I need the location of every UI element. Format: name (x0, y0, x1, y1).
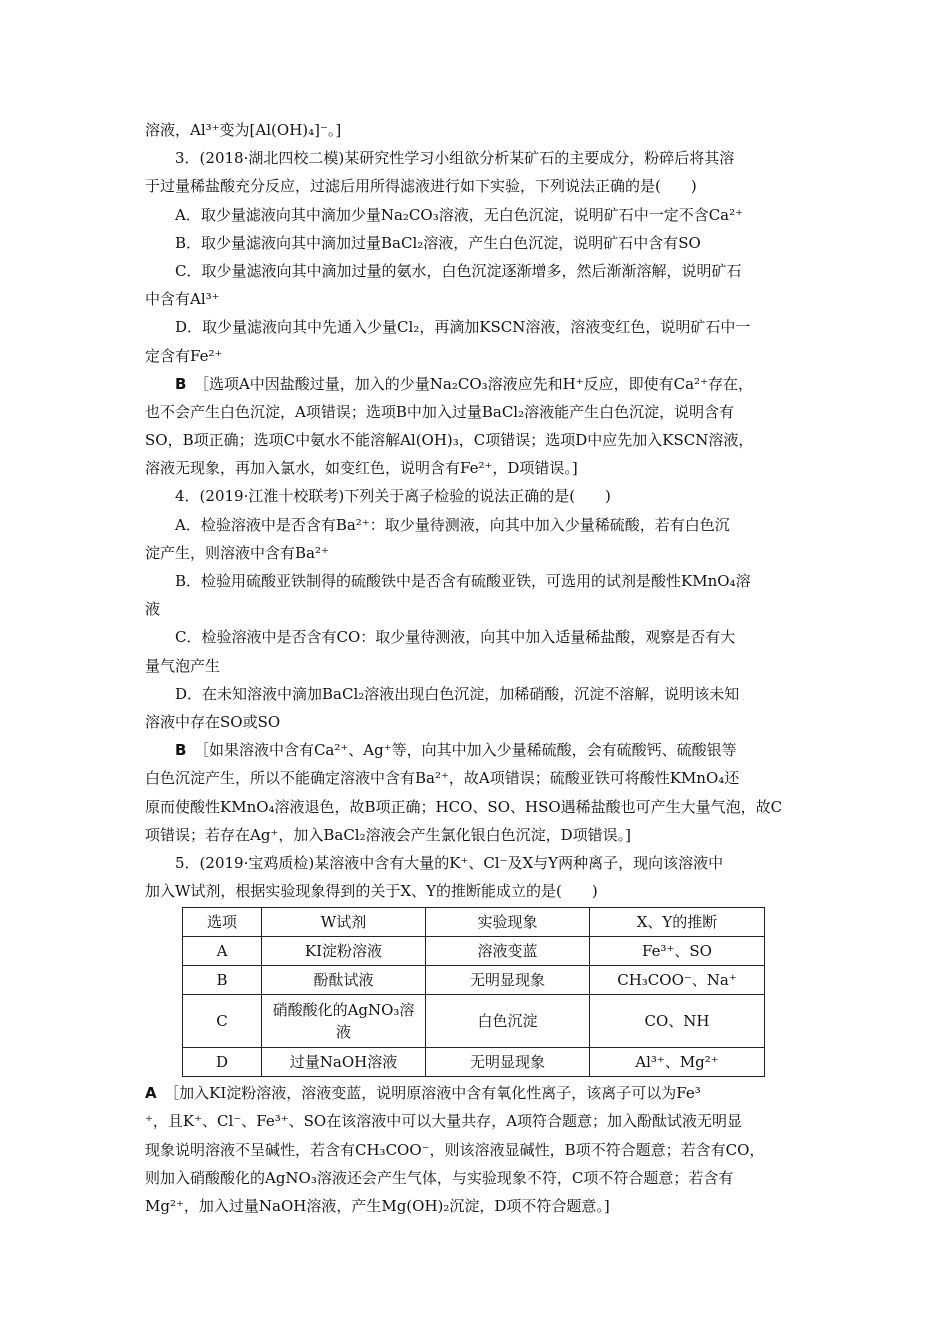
line-text: C．检验溶液中是否含有CO：取少量待测液，向其中加入适量稀盐酸，观察是否有大 (175, 628, 736, 647)
document-page (145, 116, 813, 1220)
line-text: ⁺，且K⁺、Cl⁻、Fe³⁺、SO在该溶液中可以大量共存，A项符合题意；加入酚酞试液无明显 (145, 1112, 743, 1131)
line-text: 也不会产生白色沉淀，A项错误；选项B中加入过量BaCl₂溶液能产生白色沉淀，说明含有 (145, 402, 735, 421)
line-text: 白色沉淀产生，所以不能确定溶液中含有Ba²⁺，故A项错误；硫酸亚铁可将酸性KMnO₄还 (145, 769, 740, 788)
text-line (145, 736, 813, 764)
answer-letter: B (175, 741, 187, 760)
q5-table (182, 907, 765, 1077)
line-text: A．检验溶液中是否含有Ba²⁺：取少量待测液，向其中加入少量稀硫酸，若有白色沉 (175, 515, 730, 534)
line-text: 原而使酸性KMnO₄溶液退色，故B项正确；HCO、SO、HSO遇稀盐酸也可产生大量气泡，故C (145, 797, 783, 816)
line-text: 定含有Fe²⁺ (145, 346, 223, 365)
text-line (145, 285, 813, 313)
table-cell: 硝酸酸化的AgNO₃溶液 (262, 995, 426, 1048)
text-line (145, 201, 813, 229)
table-row (183, 1048, 765, 1077)
text-line (145, 567, 813, 595)
text-line (145, 229, 813, 257)
text-line (145, 652, 813, 680)
text-line (145, 680, 813, 708)
line-text: 溶液中存在SO或SO (145, 712, 281, 731)
table-cell: 酚酞试液 (262, 966, 426, 995)
text-line (145, 877, 813, 905)
table-cell: A (183, 937, 262, 966)
text-line (145, 764, 813, 792)
table-cell: B (183, 966, 262, 995)
table-header-row (183, 908, 765, 937)
line-text: 5．(2019·宝鸡质检)某溶液中含有大量的K⁺、Cl⁻及X与Y两种离子，现向该溶液中 (175, 853, 724, 872)
line-text: Mg²⁺，加入过量NaOH溶液，产生Mg(OH)₂沉淀，D项不符合题意。] (145, 1197, 610, 1215)
line-text: B．检验用硫酸亚铁制得的硫酸铁中是否含有硫酸亚铁，可选用的试剂是酸性KMnO₄溶 (175, 572, 751, 590)
text-line (145, 172, 813, 200)
line-text: 项错误；若存在Ag⁺，加入BaCl₂溶液会产生氯化银白色沉淀，D项错误。] (145, 825, 631, 844)
text-block-bottom (145, 1079, 813, 1220)
text-line (145, 1136, 813, 1164)
header-cell: 实验现象 (426, 908, 590, 937)
table-row (183, 995, 765, 1048)
table-cell: D (183, 1048, 262, 1077)
header-cell: 选项 (183, 908, 262, 937)
table-cell: C (183, 995, 262, 1048)
line-text: 溶液，Al³⁺变为[Al(OH)₄]⁻。] (145, 121, 342, 139)
table-row (183, 966, 765, 995)
line-text: 中含有Al³⁺ (145, 290, 220, 309)
text-line (145, 623, 813, 651)
line-text: A．取少量滤液向其中滴加少量Na₂CO₃溶液，无白色沉淀，说明矿石中一定不含Ca²⁺ (175, 205, 744, 224)
line-text: ［加入KI淀粉溶液，溶液变蓝，说明原溶液中含有氧化性离子，该离子可以为Fe³ (164, 1084, 701, 1103)
text-line (145, 793, 813, 821)
line-text: SO，B项正确；选项C中氨水不能溶解Al(OH)₃，C项错误；选项D中应先加入KSCN溶液， (145, 431, 754, 450)
text-line (145, 1192, 813, 1220)
text-line (145, 511, 813, 539)
header-cell: W试剂 (262, 908, 426, 937)
text-line (145, 1079, 813, 1107)
table-cell: 过量NaOH溶液 (262, 1048, 426, 1077)
line-text: 4．(2019·江淮十校联考)下列关于离子检验的说法正确的是( ) (175, 487, 611, 506)
table-cell: 无明显现象 (426, 966, 590, 995)
answer-letter: A (145, 1084, 157, 1103)
line-text: 则加入硝酸酸化的AgNO₃溶液还会产生气体，与实验现象不符，C项不符合题意；若含有 (145, 1168, 734, 1187)
text-line (145, 482, 813, 510)
table-cell: 无明显现象 (426, 1048, 590, 1077)
line-text: 3．(2018·湖北四校二模)某研究性学习小组欲分析某矿石的主要成分，粉碎后将其溶 (175, 149, 735, 168)
text-line (145, 454, 813, 482)
line-text: 液 (145, 600, 161, 619)
text-line (145, 313, 813, 341)
line-text: 溶液无现象，再加入氯水，如变红色，说明含有Fe²⁺，D项错误。] (145, 459, 578, 478)
line-text: C．取少量滤液向其中滴加过量的氨水，白色沉淀逐渐增多，然后渐渐溶解，说明矿石 (175, 261, 742, 280)
text-line (145, 116, 813, 144)
text-line (145, 1164, 813, 1192)
table-cell: CO、NH (590, 995, 765, 1048)
answer-letter: B (175, 374, 187, 393)
line-text: 量气泡产生 (145, 656, 221, 675)
line-text: D．取少量滤液向其中先通入少量Cl₂，再滴加KSCN溶液，溶液变红色，说明矿石中一 (175, 318, 751, 337)
text-line (145, 398, 813, 426)
text-line (145, 426, 813, 454)
line-text: B．取少量滤液向其中滴加过量BaCl₂溶液，产生白色沉淀，说明矿石中含有SO (175, 233, 701, 252)
text-line (145, 1107, 813, 1135)
text-line (145, 257, 813, 285)
line-text: D．在未知溶液中滴加BaCl₂溶液出现白色沉淀，加稀硝酸，沉淀不溶解，说明该未知 (175, 684, 740, 703)
text-line (145, 849, 813, 877)
header-cell: X、Y的推断 (590, 908, 765, 937)
table-cell: CH₃COO⁻、Na⁺ (590, 966, 765, 995)
table-row (183, 937, 765, 966)
text-line (145, 821, 813, 849)
text-line (145, 708, 813, 736)
text-line (145, 342, 813, 370)
line-text: 加入W试剂，根据实验现象得到的关于X、Y的推断能成立的是( ) (145, 882, 598, 901)
table-cell: Fe³⁺、SO (590, 937, 765, 966)
text-block-top (145, 116, 813, 905)
line-text: 淀产生，则溶液中含有Ba²⁺ (145, 543, 329, 562)
table-cell: 白色沉淀 (426, 995, 590, 1048)
text-line (145, 144, 813, 172)
text-line (145, 539, 813, 567)
line-text: 现象说明溶液不呈碱性，若含有CH₃COO⁻，则该溶液显碱性，B项不符合题意；若含有CO， (145, 1140, 765, 1159)
line-text: 于过量稀盐酸充分反应，过滤后用所得滤液进行如下实验，下列说法正确的是( ) (145, 177, 697, 196)
text-line (145, 595, 813, 623)
line-text: ［如果溶液中含有Ca²⁺、Ag⁺等，向其中加入少量稀硫酸，会有硫酸钙、硫酸银等 (193, 741, 737, 760)
table-cell: Al³⁺、Mg²⁺ (590, 1048, 765, 1077)
line-text: ［选项A中因盐酸过量，加入的少量Na₂CO₃溶液应先和H⁺反应，即使有Ca²⁺存在， (193, 374, 753, 393)
text-line (145, 370, 813, 398)
table-cell: 溶液变蓝 (426, 937, 590, 966)
table-cell: KI淀粉溶液 (262, 937, 426, 966)
